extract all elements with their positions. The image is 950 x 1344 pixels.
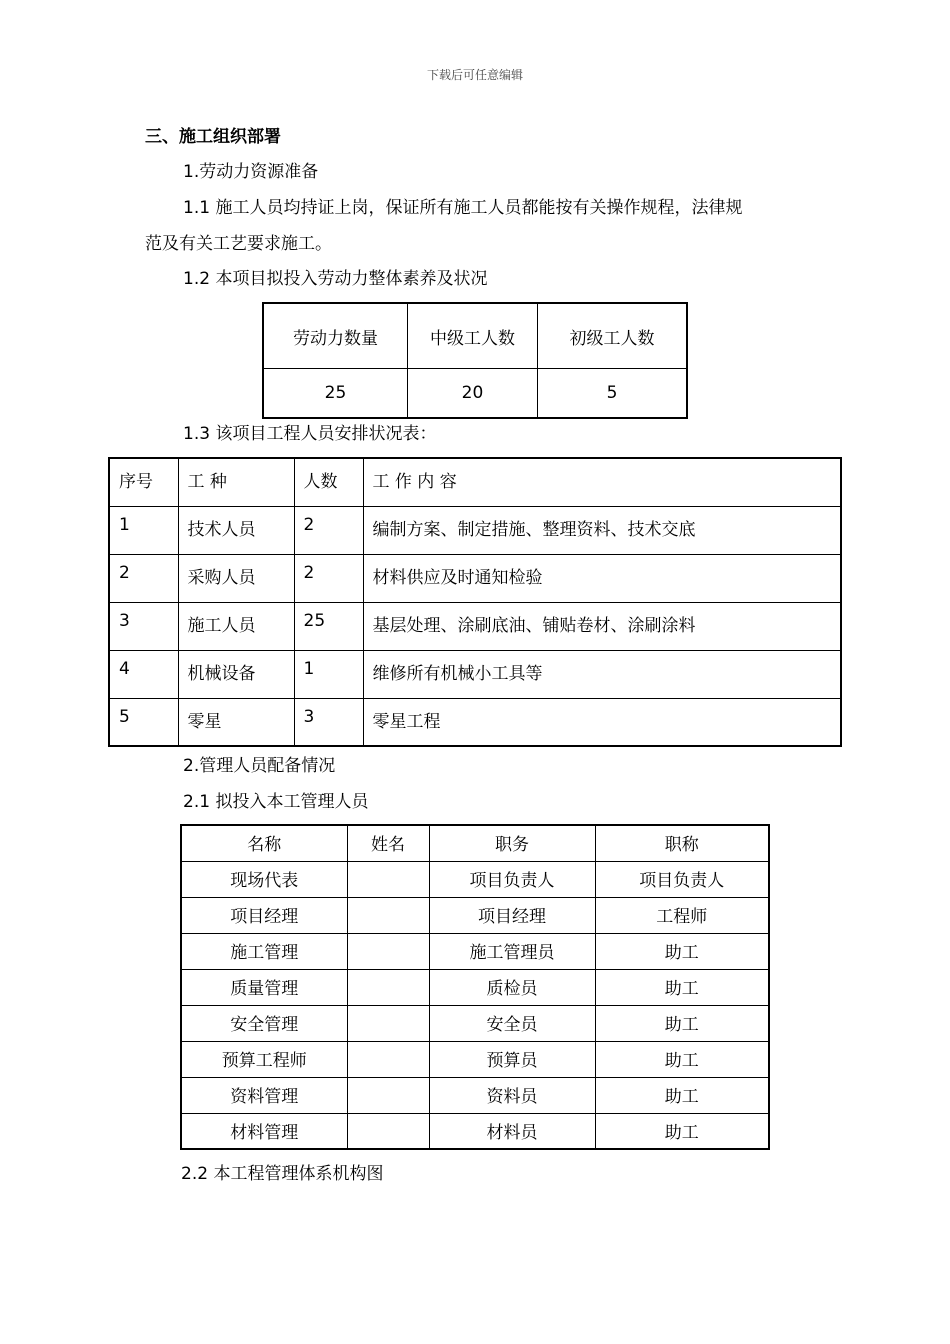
mgmt-cell: 助工 <box>595 969 769 1005</box>
paragraph-2: 2.管理人员配备情况 <box>183 756 336 776</box>
mgmt-header-cell: 职务 <box>429 825 595 861</box>
mgmt-cell <box>347 1005 429 1041</box>
paragraph-1: 1.劳动力资源准备 <box>183 162 319 182</box>
table-row <box>181 1041 769 1077</box>
mgmt-cell: 质检员 <box>429 969 595 1005</box>
mgmt-cell: 助工 <box>595 1113 769 1149</box>
staff-cell: 采购人员 <box>178 554 294 602</box>
mgmt-cell: 项目经理 <box>429 897 595 933</box>
table-row <box>181 1077 769 1113</box>
mgmt-cell <box>347 1077 429 1113</box>
staff-header-cell: 工 种 <box>178 458 294 506</box>
mgmt-cell: 助工 <box>595 1005 769 1041</box>
management-table-header-row <box>181 825 769 861</box>
mgmt-cell: 施工管理 <box>181 933 347 969</box>
staff-cell: 材料供应及时通知检验 <box>363 554 841 602</box>
staff-cell: 4 <box>109 650 178 698</box>
mgmt-header-cell: 姓名 <box>347 825 429 861</box>
table-row <box>181 897 769 933</box>
table-row <box>109 602 841 650</box>
mgmt-cell: 项目负责人 <box>595 861 769 897</box>
management-table <box>180 824 770 1150</box>
mgmt-cell: 现场代表 <box>181 861 347 897</box>
labor-table-header-row <box>263 303 687 369</box>
labor-value-cell: 5 <box>538 369 688 419</box>
table-row <box>181 1005 769 1041</box>
mgmt-cell <box>347 933 429 969</box>
staff-cell: 零星工程 <box>363 698 841 746</box>
paragraph-1-3: 1.3 该项目工程人员安排状况表： <box>183 424 437 444</box>
table-row <box>181 861 769 897</box>
staff-cell: 5 <box>109 698 178 746</box>
labor-header-cell: 劳动力数量 <box>263 303 408 369</box>
mgmt-cell: 助工 <box>595 1041 769 1077</box>
mgmt-cell: 材料管理 <box>181 1113 347 1149</box>
staff-cell: 1 <box>109 506 178 554</box>
mgmt-cell: 施工管理员 <box>429 933 595 969</box>
mgmt-cell: 预算工程师 <box>181 1041 347 1077</box>
mgmt-cell: 项目负责人 <box>429 861 595 897</box>
mgmt-cell: 助工 <box>595 933 769 969</box>
staff-cell: 施工人员 <box>178 602 294 650</box>
mgmt-header-cell: 名称 <box>181 825 347 861</box>
staff-cell: 技术人员 <box>178 506 294 554</box>
mgmt-cell <box>347 897 429 933</box>
table-row <box>181 969 769 1005</box>
staff-cell: 3 <box>294 698 363 746</box>
staff-cell: 机械设备 <box>178 650 294 698</box>
mgmt-cell: 助工 <box>595 1077 769 1113</box>
labor-table-value-row <box>263 369 687 419</box>
paragraph-2-2: 2.2 本工程管理体系机构图 <box>181 1164 384 1184</box>
staff-cell: 编制方案、制定措施、整理资料、技术交底 <box>363 506 841 554</box>
labor-table <box>262 302 688 419</box>
mgmt-cell: 预算员 <box>429 1041 595 1077</box>
staff-cell: 基层处理、涂刷底油、铺贴卷材、涂刷涂料 <box>363 602 841 650</box>
staff-cell: 3 <box>109 602 178 650</box>
staff-cell: 25 <box>294 602 363 650</box>
mgmt-cell: 资料员 <box>429 1077 595 1113</box>
table-row <box>109 506 841 554</box>
paragraph-1-2: 1.2 本项目拟投入劳动力整体素养及状况 <box>183 269 488 289</box>
mgmt-header-cell: 职称 <box>595 825 769 861</box>
labor-value-cell: 25 <box>263 369 408 419</box>
staff-header-cell: 序号 <box>109 458 178 506</box>
mgmt-cell: 项目经理 <box>181 897 347 933</box>
mgmt-cell: 质量管理 <box>181 969 347 1005</box>
staff-cell: 1 <box>294 650 363 698</box>
table-row <box>109 650 841 698</box>
labor-value-cell: 20 <box>408 369 538 419</box>
staff-header-cell: 人数 <box>294 458 363 506</box>
staff-cell: 维修所有机械小工具等 <box>363 650 841 698</box>
labor-header-cell: 中级工人数 <box>408 303 538 369</box>
staff-cell: 2 <box>294 554 363 602</box>
mgmt-cell: 材料员 <box>429 1113 595 1149</box>
staff-header-cell: 工 作 内 容 <box>363 458 841 506</box>
table-row <box>109 554 841 602</box>
table-row <box>181 1113 769 1149</box>
mgmt-cell <box>347 969 429 1005</box>
mgmt-cell <box>347 861 429 897</box>
staff-table-header-row <box>109 458 841 506</box>
staff-cell: 2 <box>294 506 363 554</box>
paragraph-1-1-line2: 范及有关工艺要求施工。 <box>145 234 332 254</box>
mgmt-cell: 资料管理 <box>181 1077 347 1113</box>
mgmt-cell: 安全员 <box>429 1005 595 1041</box>
staff-cell: 2 <box>109 554 178 602</box>
table-row <box>181 933 769 969</box>
header-note: 下载后可任意编辑 <box>426 68 523 82</box>
section-title: 三、施工组织部署 <box>145 127 281 147</box>
paragraph-1-1-line1: 1.1 施工人员均持证上岗，保证所有施工人员都能按有关操作规程，法律规 <box>183 198 743 218</box>
mgmt-cell: 工程师 <box>595 897 769 933</box>
paragraph-2-1: 2.1 拟投入本工管理人员 <box>183 792 369 812</box>
staff-table <box>108 457 842 747</box>
table-row <box>109 698 841 746</box>
mgmt-cell <box>347 1041 429 1077</box>
mgmt-cell: 安全管理 <box>181 1005 347 1041</box>
labor-header-cell: 初级工人数 <box>538 303 688 369</box>
mgmt-cell <box>347 1113 429 1149</box>
staff-cell: 零星 <box>178 698 294 746</box>
